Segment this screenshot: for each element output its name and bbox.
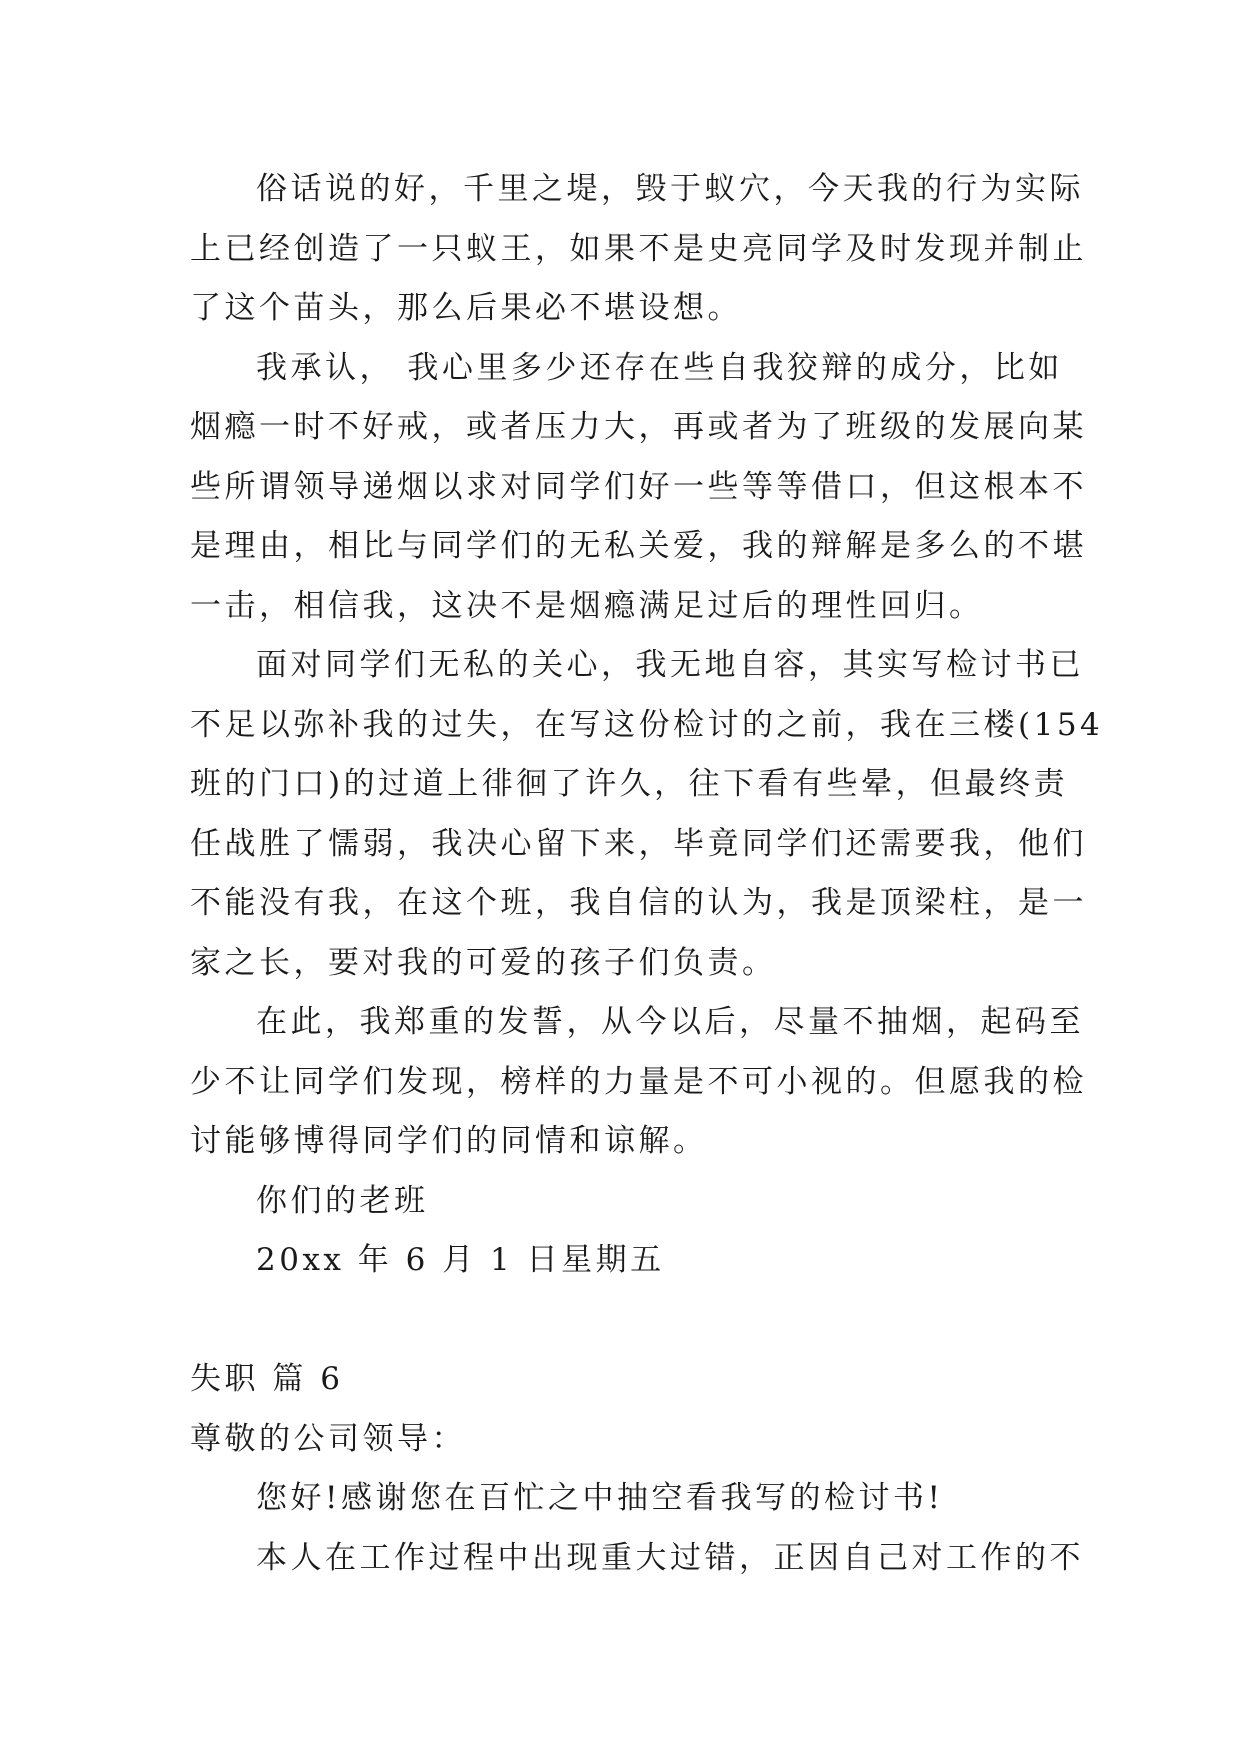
text-line: 上已经创造了一只蚁王，如果不是史亮同学及时发现并制止 (190, 230, 1087, 267)
text-line: 是理由，相比与同学们的无私关爱，我的辩解是多么的不堪 (190, 528, 1087, 564)
text-line: 我承认， 我心里多少还存在些自我狡辩的成分，比如 (256, 349, 1063, 386)
text-line: 任战胜了懦弱，我决心留下来，毕竟同学们还需要我，他们 (190, 825, 1087, 862)
text-line: 20xx 年 6 月 1 日星期五 (256, 1242, 665, 1278)
text-line: 讨能够博得同学们的同情和谅解。 (190, 1123, 708, 1159)
text-line: 尊敬的公司领导： (190, 1420, 466, 1457)
text-line: 你们的老班 (256, 1182, 429, 1219)
text-line: 本人在工作过程中出现重大过错，正因自己对工作的不 (256, 1539, 1084, 1576)
text-line: 在此，我郑重的发誓，从今以后，尽量不抽烟，起码至 (256, 1004, 1084, 1040)
text-line: 些所谓领导递烟以求对同学们好一些等等借口，但这根本不 (190, 468, 1087, 505)
section-gap (190, 1291, 1055, 1351)
text-line: 俗话说的好，千里之堤，毁于蚁穴，今天我的行为实际 (256, 171, 1084, 207)
text-line: 一击，相信我，这决不是烟瘾满足过后的理性回归。 (190, 587, 984, 624)
text-line: 家之长，要对我的可爱的孩子们负责。 (190, 944, 777, 981)
text-line: 少不让同学们发现，榜样的力量是不可小视的。但愿我的检 (190, 1063, 1087, 1100)
text-line: 失职 篇 6 (190, 1361, 344, 1397)
text-line: 您好!感谢您在百忙之中抽空看我写的检讨书! (256, 1480, 944, 1516)
text-line: 了这个苗头，那么后果必不堪设想。 (190, 290, 742, 326)
text-line: 面对同学们无私的关心，我无地自容，其实写检讨书已 (256, 647, 1084, 683)
letter-section-1 (190, 160, 1104, 1291)
text-line: 不足以弥补我的过失，在写这份检讨的之前，我在三楼(154 (190, 706, 1104, 743)
text-line: 班的门口)的过道上徘徊了许久，往下看有些晕，但最终责 (190, 766, 1069, 802)
text-line: 烟瘾一时不好戒，或者压力大，再或者为了班级的发展向某 (190, 409, 1087, 445)
text-line: 不能没有我，在这个班，我自信的认为，我是顶梁柱，是一 (190, 885, 1087, 921)
document-body (190, 160, 1104, 1588)
letter-section-2 (190, 1350, 1084, 1588)
